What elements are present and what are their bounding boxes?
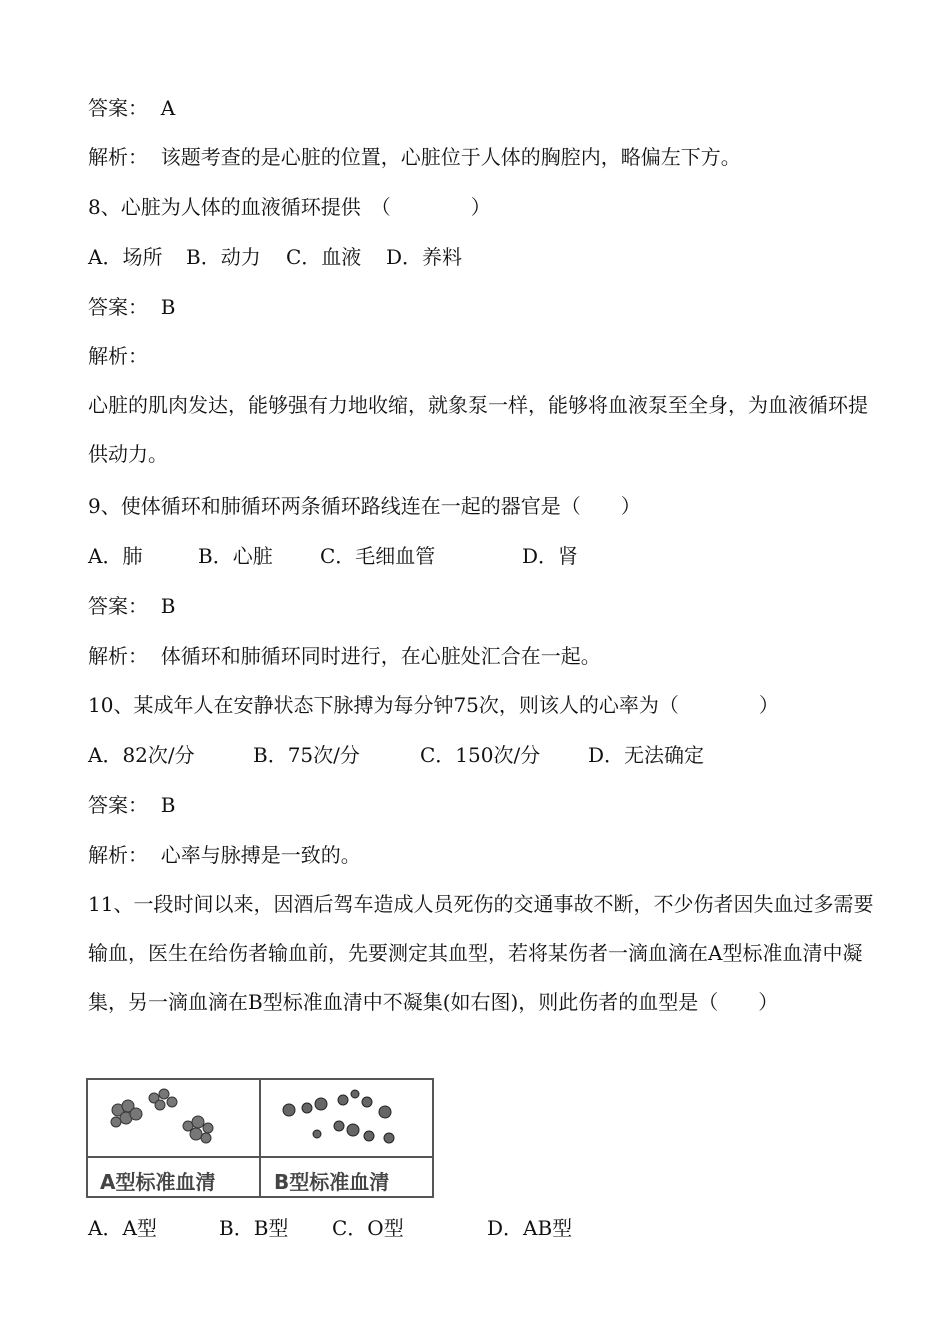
q11-option-a: A．A型: [88, 1216, 157, 1240]
q8-option-b: B．动力: [186, 245, 261, 269]
answer-value: B: [160, 295, 176, 319]
answer-label: 答案：: [88, 594, 148, 618]
answer-value: A: [160, 96, 176, 120]
figure-label-a-serum: A型标准血清: [100, 1170, 216, 1194]
q10-option-d: D．无法确定: [588, 743, 705, 767]
figure-label-b-serum: B型标准血清: [274, 1170, 390, 1194]
q10-answer-line: [88, 793, 175, 817]
q10-analysis-line: [88, 843, 361, 867]
agglutinated-cells-illustration: [88, 1080, 259, 1156]
q8-option-c: C．血液: [286, 245, 362, 269]
analysis-label: 解析：: [88, 644, 148, 668]
q8-analysis-text: 心脏的肌肉发达，能够强有力地收缩，就象泵一样，能够将血液泵至全身，为血液循环提供动力。: [88, 393, 868, 466]
answer-label: 答案：: [88, 295, 148, 319]
answer-value: B: [160, 594, 176, 618]
figure-cell-b-serum: [259, 1080, 430, 1156]
q9-stem: 9、使体循环和肺循环两条循环路线连在一起的器官是（ ）: [88, 494, 641, 518]
scattered-cells-illustration: [259, 1080, 434, 1156]
answer-label: 答案：: [88, 96, 148, 120]
q10-stem: 10、某成年人在安静状态下脉搏为每分钟75次，则该人的心率为（ ）: [88, 693, 779, 717]
analysis-label: 解析：: [88, 843, 148, 867]
answer-value: B: [160, 793, 176, 817]
q11-stem: 11、一段时间以来，因酒后驾车造成人员死伤的交通事故不断，不少伤者因失血过多需要输血，医生在给伤者输血前，先要测定其血型，若将某伤者一滴血滴在A型标准血清中凝集，另一滴血滴在B型标准血清中不凝集(如右图)，则此伤者的血型是（ ）: [88, 892, 874, 1014]
q10-option-b: B．75次/分: [253, 743, 360, 767]
figure-labels-row: [88, 1156, 432, 1198]
q8-answer-line: [88, 295, 175, 319]
q9-answer-line: [88, 594, 175, 618]
figure-cell-a-serum: [88, 1080, 261, 1156]
analysis-text: 体循环和肺循环同时进行，在心脏处汇合在一起。: [160, 644, 601, 668]
q9-option-a: A．肺: [88, 544, 143, 568]
q9-option-d: D．肾: [522, 544, 579, 568]
analysis-text: 心率与脉搏是一致的。: [160, 843, 361, 867]
q11-option-d: D．AB型: [487, 1216, 573, 1240]
q11-option-c: C．O型: [332, 1216, 404, 1240]
q11-option-b: B．B型: [219, 1216, 289, 1240]
figure-divider: [259, 1158, 261, 1198]
analysis-text: 该题考查的是心脏的位置，心脏位于人体的胸腔内，略偏左下方。: [160, 145, 741, 169]
q9-option-b: B．心脏: [198, 544, 273, 568]
answer-label: 答案：: [88, 793, 148, 817]
q7-analysis-line: [88, 145, 741, 169]
q10-option-a: A．82次/分: [88, 743, 195, 767]
q9-analysis-line: [88, 644, 601, 668]
q9-option-c: C．毛细血管: [320, 544, 436, 568]
q8-option-d: D．养料: [386, 245, 463, 269]
blood-type-figure: [86, 1078, 434, 1198]
q8-stem: 8、心脏为人体的血液循环提供 （ ）: [88, 195, 491, 219]
q8-option-a: A．场所: [88, 245, 163, 269]
q7-answer-line: [88, 96, 175, 120]
analysis-label: 解析：: [88, 145, 148, 169]
q10-option-c: C．150次/分: [420, 743, 541, 767]
q8-analysis-label: 解析：: [88, 344, 148, 368]
